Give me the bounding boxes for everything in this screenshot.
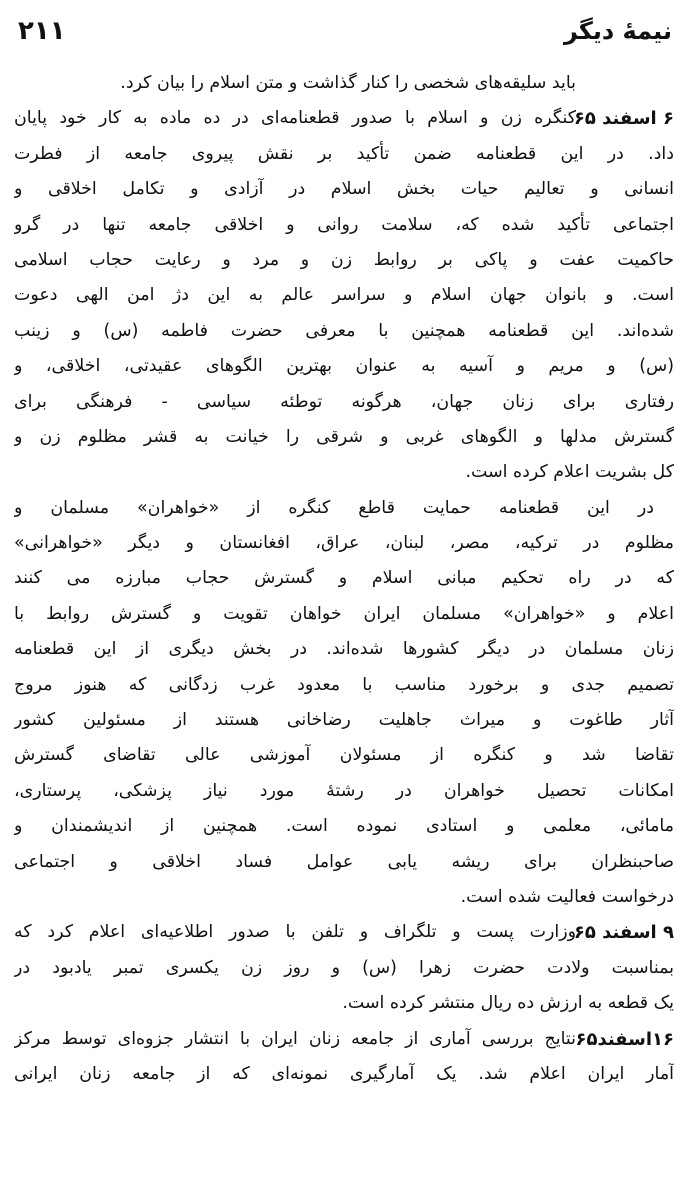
text-line: (س) و مریم و آسیه به عنوان بهترین الگوهای عقیدتی، اخلاقی، و (14, 356, 674, 377)
entry-date: ۹ اسفند ۶۵ (573, 922, 674, 944)
entry-date: ۱۶اسفند۶۵ (575, 1028, 674, 1050)
chronology-entry (14, 101, 674, 915)
text-line: آثار طاغوت و میراث جاهلیت رضاخانی هستند از مسئولین کشور (14, 710, 674, 731)
chronology-entry (14, 915, 674, 1021)
page-header (18, 14, 672, 48)
entry-date: ۶ اسفند ۶۵ (573, 108, 674, 130)
text-line: انسانی و تعالیم حیات بخش اسلام در آزادی و تکامل اخلاقی و (14, 179, 674, 200)
text-line: است. و بانوان جهان اسلام و سراسر عالم به این دژ امن الهی دعوت (14, 285, 674, 306)
text-line: که در راه تحکیم مبانی اسلام و گسترش حجاب مبارزه می کنند (14, 568, 674, 589)
text-line: کل بشریت اعلام کرده است. (465, 462, 674, 483)
text-line: درخواست فعالیت شده است. (460, 886, 674, 907)
text-line: تصمیم جدی و برخورد مناسب با معدود غرب زدگانی که هنوز مروج (14, 674, 674, 695)
entry-paragraph (14, 491, 674, 916)
running-title: نیمهٔ دیگر (563, 17, 672, 45)
text-line: گسترش مدلها و الگوهای غربی و شرقی را خیانت به قشر مظلوم زن و (14, 426, 674, 447)
intro-continuation (14, 66, 674, 101)
entry-text (14, 101, 674, 490)
text-line: مظلوم در ترکیه، مصر، لبنان، عراق، افغانستان و دیگر «خواهرانی» (14, 533, 674, 554)
text-line: زنان مسلمان در دیگر کشورها شده‌اند. در بخش دیگری از این قطعنامه (14, 639, 674, 660)
text-line: آمار ایران اعلام شد. یک آمارگیری نمونه‌ای که از جامعه زنان ایرانی (14, 1063, 674, 1084)
page-body (14, 66, 674, 1092)
text-line: یک قطعه به ارزش ده ریال منتشر کرده است. (342, 993, 674, 1014)
text-line: حاکمیت عفت و پاکی بر روابط زن و مرد و رعایت حجاب اسلامی (14, 249, 674, 270)
page-number: ۲۱۱ (18, 16, 66, 46)
chronology-entry (14, 1022, 674, 1093)
text-line: کنگره زن و اسلام با صدور قطعنامه‌ای در ده ماده به کار خود پایان (14, 108, 576, 129)
text-line: امکانات تحصیل خواهران در رشتهٔ مورد نیاز پزشکی، پرستاری، (14, 780, 674, 801)
text-line: باید سلیقه‌های شخصی را کنار گذاشت و متن اسلام را بیان کرد. (120, 73, 576, 93)
text-line: رفتاری برای زنان جهان، هرگونه توطئه سیاسی - فرهنگی برای (14, 391, 674, 412)
text-line: صاحبنظران برای ریشه یابی عوامل فساد اخلاقی و اجتماعی (14, 851, 674, 872)
text-line: وزارت پست و تلگراف و تلفن با صدور اطلاعیه‌ای اعلام کرد که (14, 922, 576, 943)
text-line: اجتماعی تأکید شده که، سلامت روانی و اخلاقی جامعه تنها در گرو (14, 214, 674, 235)
text-line: نتایج بررسی آماری از جامعه زنان ایران با انتشار جزوه‌ای توسط مرکز (14, 1028, 576, 1049)
text-line: بمناسبت ولادت حضرت زهرا (س) و روز زن یکسری تمبر یادبود در (14, 957, 674, 978)
text-line: اعلام و «خواهران» مسلمان ایران خواهان تقویت و گسترش روابط با (14, 603, 674, 624)
text-line: داد. در این قطعنامه ضمن تأکید بر نقش پیروی جامعه از فطرت (14, 143, 674, 164)
text-line: مامائی، معلمی و استادی نموده است. همچنین از اندیشمندان و (14, 816, 674, 837)
text-line: شده‌اند. این قطعنامه همچنین با معرفی حضرت فاطمه (س) و زینب (14, 320, 674, 341)
text-line: تقاضا شد و کنگره از مسئولان آموزشی عالی تقاضای گسترش (14, 745, 674, 766)
text-line: در این قطعنامه حمایت قاطع کنگره از «خواهران» مسلمان و (14, 497, 654, 518)
